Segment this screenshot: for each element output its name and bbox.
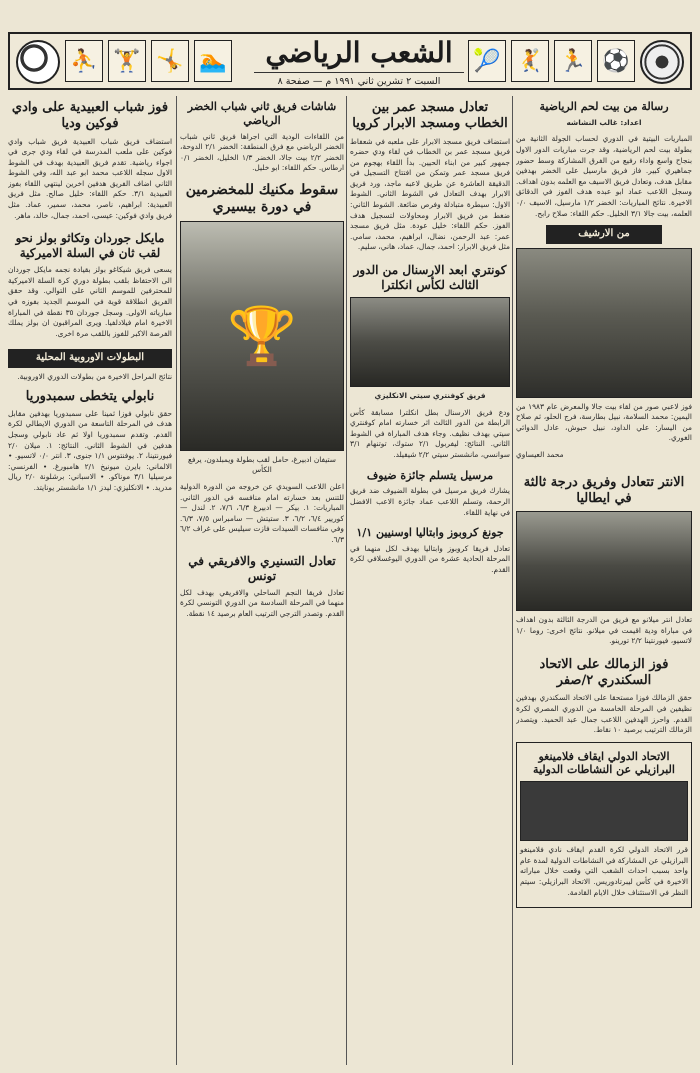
article-headline: مايكل جوردان وتكاثو بولز نحو لقب ثان في السلة الاميركية	[15, 231, 165, 261]
article-body: من اللقاءات الودية التي اجراها فريق ثاني شباب الخضر الرياضي مع فرق المنطقة: الخضر ٢/١ الدوحة، الخضر ٢/٢ بيت جالا، الخضر ١/٣ الخليل، الخضر ٠/١ ارطاس. حكم اللقاء: ابو خليل.	[180, 131, 344, 173]
column-right	[516, 96, 692, 1065]
article-body: استضاف فريق شباب العبيدية فريق شباب وادي فوكين على ملعب المدرسة في لقاء ودي جرى في اجواء رياضية. تقدم فريق العبيدية بهدف في الشوط الاول سجله اللاعب محمد ابو عبد الله، وفي الشوط الثاني اضاف الفريق هدفين اخرين لينتهي اللقاء بفوز العبيدية ٣/١. حكم اللقاء: خليل صالح. مثل فريق العبيدية: ابراهيم، ناصر، محمد، سمير، عماد. مثل فريق وادي فوكين: عيسى، احمد، جمال، خالد، ماهر.	[8, 136, 172, 220]
column-rule	[512, 96, 513, 1065]
photo-caption-text: ستيفان ادبيرغ، حامل لقب بطولة ويمبلدون، يرفع الكأس	[188, 454, 336, 475]
article-body: المباريات البيتية في الدوري لحساب الجولة الثانية من بطولة بيت لحم الرياضية، وقد جرت مباريات الدور الاول بنجاح واسع واداء رفيع من الفرق المشاركة وسط حضور جماهيري كبير. فاز فريق مارسيل على الخضر بهدفين مقابل هدف، وتعادل فريق الاسيف مع العلمه بدون اهداف. وسجل اللاعب عماد ابو عبده هدف الفوز في الدقائق الاخيرة. نتائج المباريات: الخضر ١/٢ مارسيل، الاسيف ٠/٠ العلمه، بيت جالا ٣/١ الخليل. حكم اللقاء: صلاح رابح.	[516, 134, 692, 218]
article-headline: جونغ كروبوز وابتاليا اوسنيين ١/١	[356, 526, 504, 540]
article-body: ودع فريق الارسنال بطل انكلترا مسابقة كأس الرابطة من الدور الثالث اثر خسارته امام كوفنتري سيتي بهدف نظيف. وجاء هدف المباراة في الشوط الثاني. النتائج: ليفربول ٢/١ ستوك، توتنهام ٣/١ سوانسي، مانشستر سيتي ٢/٢ شيفيلد.	[350, 407, 510, 459]
article-headline: نابولي يتخطى سمبدوريا	[25, 388, 155, 404]
article-headline: سقوط مكنيك للمخضرمين في دورة بيسيري	[185, 181, 339, 216]
article-headline: الانتر تتعادل وفريق درجة ثالثة في ايطاليا	[523, 474, 685, 506]
masthead-title-block	[254, 38, 464, 87]
article-body: قرر الاتحاد الدولي لكرة القدم ايقاف نادي فلامينغو البرازيلي عن المشاركة في النشاطات الدولية لمدة عام واحد بسبب احداث الشغب التي وقعت خلال مباراته الاخيرة في كأس ليبرتادوريس. الاتحاد البرازيلي: سيتم النظر في الاستئناف خلال الايام القادمة.	[520, 845, 688, 897]
article-headline: فوز شباب العبيدية على وادي فوكين وديا	[11, 100, 169, 132]
gymnast-icon: 🤸	[151, 40, 189, 82]
masthead	[8, 32, 692, 90]
column-rule	[176, 96, 177, 1065]
trophy-winner-photo	[180, 221, 344, 451]
photo-credit: محمد العيساوي	[516, 449, 564, 459]
section-banner: البطولات الاوروبية المحلية	[8, 349, 172, 368]
article-body: تعادل انتر ميلانو مع فريق من الدرجة الثالثة بدون اهداف في مباراة ودية اقيمت في ميلانو. نتائج اخرى: روما ١/٠ لاتسيو، فيورنتينا ٢/٢ تورينو.	[516, 615, 692, 646]
masthead-icons-right	[468, 40, 684, 84]
article-body: نتائج المراحل الاخيرة من بطولات الدوري الاوروبية.	[17, 371, 172, 381]
newspaper-title: الشعب الرياضي	[265, 36, 453, 69]
article-body: حقق نابولي فوزا ثمينا على سمبدوريا بهدفين مقابل هدف في المرحلة التاسعة من الدوري الايطالي لكرة القدم. وتقدم سمبدوريا اولا ثم عاد نابولي وسجل هدفين في الشوط الثاني. النتائج: ١. ميلان ٢/٠ فيورنتينا، ٢. يوفنتوس ١/١ جنوى، ٣. انتر ٠/٠ لاتسيو. • الالماني: بايرن ميونيخ ٢/١ هامبورغ. • الفرنسي: مرسيليا ٣/١ موناكو. • الاسباني: برشلونة ٢/٠ ريال مدريد. • الانكليزي: ليدز ١/١ مانشستر يونايتد.	[8, 408, 172, 492]
article-body: اعلن اللاعب السويدي عن خروجه من الدورة الدولية للتنس بعد خسارته امام منافسه في الدور الثاني. المباريات: ١. بيكر — ادبيرغ ٦/٣، ٧/٦، ٢. لندل — كوريير ٦/٤، ٦/٢، ٣. ستيتش — سامبراس ٧/٥، ٦/٣. وفي منافسات السيدات فازت سيليس على غراف ٦/٢ ٦/٣.	[180, 482, 344, 545]
column-center-right	[350, 96, 510, 1065]
photo-caption-text: فوز لاعبي صور من لقاء بيت جالا والمعرض عام ١٩٨٣ من اليمين: محمد السلامة، نبيل بطارسة، فرج الحلو، ثم صلاح من اليسار: علي الداود، نبيل حبوش، عادل الدوائي الغوري.	[516, 401, 692, 443]
article-headline: تعادل التسنيري والافريقي في تونس	[188, 553, 336, 583]
article-body: استضاف فريق مسجد الابرار على ملعبه في شعفاط فريق مسجد عمر بن الخطاب في لقاء ودي حضره جمهور كبير من ابناء الحيين. بدأ اللقاء بهجوم من فريق مسجد عمر وتمكن من افتتاح التسجيل في الدقيقة العاشرة عن طريق لاعبه ماجد، ورد فريق الابرار بهدف التعادل في الشوط الثاني. الشوط الاول: سيطرة متبادلة وفرص ضائعة. الشوط الثاني: ضغط من فريق الابرار ومحاولات لتسجيل هدف الفوز. حكم اللقاء: خليل عودة. مثل فريق مسجد عمر: عبد الرحمن، نضال، ابراهيم، محمد، سامي. مثل فريق الابرار: احمد، جمال، عماد، هاني، سليم.	[350, 136, 510, 252]
article-body: تعادل فريقا النجم الساحلي والافريقي بهدف لكل منهما في المرحلة السادسة من الدوري التونسي لكرة القدم. وتصدر الترجي الترتيب العام برصيد ١٤ نقطة.	[180, 587, 344, 618]
column-center-left	[180, 96, 344, 1065]
photo-caption-header: من الارشيف	[546, 225, 662, 244]
article-body: حقق الزمالك فوزا مستحقا على الاتحاد السكندري بهدفين نظيفين في المرحلة الخامسة من الدوري المصري لكرة القدم. واحرز الهدفين اللاعب جمال عبد الحميد. ويتصدر الزمالك الترتيب برصيد ١٠ نقاط.	[516, 693, 692, 735]
weightlifter-icon: 🏋	[108, 40, 146, 82]
basketball-icon	[16, 40, 60, 84]
flamengo-photo	[520, 781, 688, 841]
article-byline: اعداد: غالب النشاشه	[566, 117, 642, 127]
masthead-icons-left	[16, 40, 232, 84]
article-headline: مرسيل يتسلم جائزة ضيوف	[366, 468, 494, 482]
football-icon	[640, 40, 684, 84]
three-players-archive-photo	[516, 248, 692, 398]
article-headline: شاشات فريق ثاني شباب الخضر الرياضي	[187, 100, 337, 127]
tennis-player-icon: 🎾	[468, 40, 506, 82]
article-body: تعادل فريقا كروبوز وابتاليا بهدف لكل منهما في المرحلة الحادية عشرة من الدوري اليوغسلافي لكرة القدم.	[350, 543, 510, 575]
article-body: يسعى فريق شيكاغو بولز بقيادة نجمه مايكل جوردان الى الاحتفاظ بلقب بطولة دوري كرة السلة الاميركية للمحترفين للموسم الثاني على التوالي. وقد حقق الفريق انطلاقة قوية في الموسم الجديد بفوزه في مبارياته الاولى. وسجل جوردان ٣٥ نقطة في المباراة الاخيرة امام فيلادلفيا. ويرى المراقبون ان بولز يملك الفرصة الاكبر للفوز باللقب مرة اخرى.	[8, 265, 172, 338]
article-headline: كونتري ابعد الارسنال من الدور الثالث لكأس انكلترا	[353, 263, 507, 293]
football-team-photo	[350, 297, 510, 387]
trophy-icon: 🏆	[227, 303, 297, 369]
runner-icon: 🏃	[554, 40, 592, 82]
photo-caption-text: فريق كوفنتري سيتي الانكليزي	[374, 391, 486, 401]
article-headline: الاتحاد الدولي ايقاف فلامينغو البرازيلي عن النشاطات الدولية	[533, 749, 675, 777]
high-jump-icon: 🤾	[511, 40, 549, 82]
article-headline: تعادل مسجد عمر بين الخطاب ومسجد الابرار كرويا	[352, 100, 508, 132]
column-left	[8, 96, 172, 1065]
article-headline: رسالة من بيت لحم الرياضية	[539, 100, 669, 113]
basketball-player-icon: ⛹	[65, 40, 103, 82]
article-headline: فوز الزمالك على الاتحاد السكندري ٢/صفر	[539, 656, 669, 689]
inter-team-photo	[516, 511, 692, 611]
column-rule	[346, 96, 347, 1065]
article-body: يشارك فريق مرسيل في بطولة الضيوف ضد فريق الرحمة، وتسلم اللاعب عماد جائزة الاعب الافضل في نهاية اللقاء.	[350, 486, 510, 517]
soccer-player-icon: ⚽	[597, 40, 635, 82]
swimmer-icon: 🏊	[194, 40, 232, 82]
issue-date: السبت ٢ تشرين ثاني ١٩٩١ م — صفحة ٨	[254, 72, 464, 87]
